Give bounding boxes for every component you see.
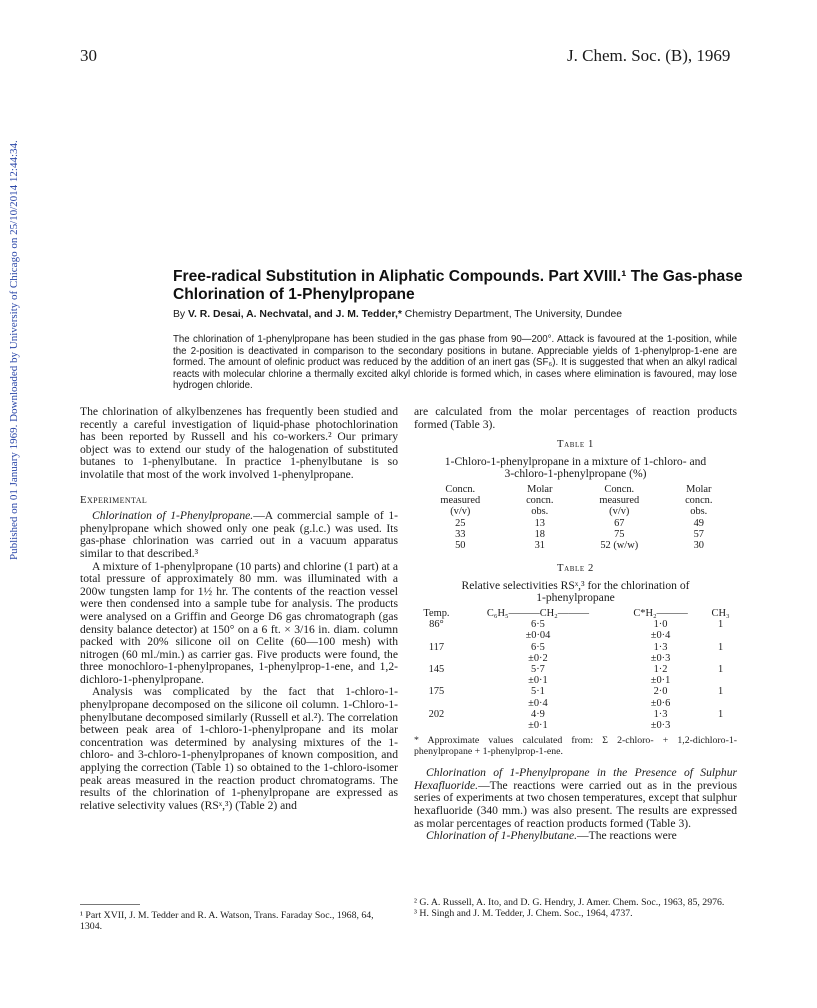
analysis-paragraph: Analysis was complicated by the fact that 1-chloro-1-phenylpropane decomposed on the silicone oil column. 1-Chloro-1-phenylbutane decomposed similarly (Russell et al.²). The correlation between peak area of 1-chloro-1-phenylpropane and its molar concentration was determined by analysing mixtures of the 1-chloro- and 3-chloro-1-phenylpropanes of known composition, and applying the correction (Table 1) so obtained to the 1-chloro-isomer peak areas measured in the reaction product chromatograms. The results of the chlorination of 1-phenylpropane are expressed as relative selectivity values (RSˣ,³) (Table 2) and [80, 685, 398, 812]
table-cell: 31 [534, 539, 545, 551]
right-column [414, 406, 737, 843]
error: ±0·4 [528, 697, 548, 709]
value-cell [617, 642, 704, 664]
method-paragraph [80, 510, 398, 560]
table1-header-cell: (v/v) [450, 506, 471, 518]
table-row [414, 642, 737, 664]
temp-cell: 202 [428, 708, 445, 720]
author-line [173, 309, 622, 320]
sf6-heading: Chlorination of 1-Phenylpropane in the Presence of Sulphur Hexafluoride. [414, 766, 737, 792]
value-cell [459, 686, 617, 708]
temp-cell: 86° [429, 619, 444, 631]
table1-header-cell: Concn. [445, 483, 476, 495]
table-cell: 52 (w/w) [600, 539, 639, 551]
value: 4·9 [531, 708, 545, 720]
sf6-paragraph [414, 767, 737, 830]
value-cell: 1 [717, 686, 724, 698]
value: 1·3 [653, 641, 668, 653]
value: 6·5 [531, 641, 545, 653]
table2-footnote: * Approximate values calculated from: Σ 2-chloro- + 1,2-dichloro-1-phenylpropane + 1-phenylprop-1-ene. [414, 735, 737, 758]
table-row [414, 664, 737, 686]
intro-paragraph: The chlorination of alkylbenzenes has frequently been studied and recently a careful investigation of liquid-phase photochlorination has been reported by Russell and his co-workers.² Our primary object was to extend our study of the halogenation of substituted butanes to 1-phenylbutane. In practice 1-phenylbutane is so involatile that most of the work involved 1-phenylpropane. [80, 405, 398, 481]
error: ±0·1 [528, 720, 548, 731]
table1-header-cell: concn. [685, 495, 713, 507]
error: ±0·4 [650, 630, 671, 642]
value-cell [617, 686, 704, 708]
value-cell [459, 642, 617, 664]
table1-header-cell: measured [440, 495, 481, 507]
footnote-2: ² G. A. Russell, A. Ito, and D. G. Hendry, J. Amer. Chem. Soc., 1963, 85, 2976. [414, 897, 725, 908]
sf6-text: —The reactions were carried out as in the previous series of experiments at two chosen temperatures, except that sulphur hexafluoride (340 mm.) was also present. The results are expressed as molar percentages of reaction products formed (Table 3). [414, 778, 737, 830]
value-cell [617, 619, 704, 641]
table1-header-cell: Molar [527, 483, 553, 495]
temp-cell: 175 [428, 686, 445, 698]
table1-header-cell: (v/v) [609, 506, 630, 518]
table1-label: Table 1 [557, 439, 594, 451]
table1 [414, 484, 732, 551]
table1-header-cell: Molar [686, 483, 712, 495]
error: ±0·2 [528, 652, 548, 664]
error: ±0·3 [650, 652, 671, 664]
value-cell [459, 619, 617, 641]
table2-label: Table 2 [557, 563, 594, 575]
affiliation: Chemistry Department, The University, Dundee [401, 309, 623, 320]
authors-prefix: By [173, 309, 189, 320]
temp-cell: 145 [428, 663, 445, 675]
table-cell: 67 [614, 517, 625, 529]
section-heading-experimental: Experimental [80, 493, 148, 506]
table-cell: 33 [455, 528, 466, 540]
table1-caption-line2: 3-chloro-1-phenylpropane (%) [504, 467, 647, 481]
value: 1·3 [653, 708, 668, 720]
table-cell: 18 [534, 528, 545, 540]
value: 2·0 [653, 686, 668, 698]
article-title: Free-radical Substitution in Aliphatic Compounds. Part XVIII.¹ The Gas-phase Chlorination of 1-Phenylpropane [173, 268, 743, 303]
temp-cell: 117 [428, 641, 445, 653]
error: ±0·3 [650, 720, 671, 731]
value-cell [617, 709, 704, 731]
table1-header-cell: obs. [690, 506, 708, 518]
left-column [80, 406, 398, 812]
table-row [414, 709, 737, 731]
footnote-rule [80, 904, 140, 905]
table2-header-cell: C₆H₅———CH₂——— [486, 607, 589, 619]
download-notice-text: Published on 01 January 1969. Downloaded by University of Chicago on 25/10/2014 12:44:34. [8, 140, 20, 560]
continued-paragraph: are calculated from the molar percentages of reaction products formed (Table 3). [414, 405, 737, 431]
table2-caption-line2: 1-phenylpropane [536, 591, 615, 605]
download-notice [8, 140, 28, 580]
error: ±0·1 [528, 675, 548, 687]
table-row [414, 529, 732, 540]
value: 5·7 [531, 663, 545, 675]
procedure-paragraph: A mixture of 1-phenylpropane (10 parts) and chlorine (1 part) at a total pressure of approximately 80 mm. was illuminated with a 200w tungsten lamp for 1½ hr. The contents of the reaction vessel were then condensed into a sample tube for analysis. The products were analysed on a Griffin and George D6 gas chromatograph (gas density balance detector) at 150° on a 6 ft. × 3/16 in. diam. column packed with 20% silicone oil on Celite (60—100 mesh) with nitrogen (60 ml./min.) as carrier gas. Five products were found, the three monochloro-1-phenylpropanes, 1-phenylprop-1-ene, and 1,2-dichloro-1-phenylpropane. [80, 559, 398, 686]
author-names: V. R. Desai, A. Nechvatal, and J. M. Tedder,* [188, 309, 402, 320]
butane-paragraph [414, 830, 737, 843]
table2 [414, 608, 737, 731]
footnotes-right [414, 897, 737, 919]
table-cell: 75 [614, 528, 625, 540]
table-row [414, 518, 732, 529]
table-row [414, 686, 737, 708]
table-cell: 50 [455, 539, 466, 551]
table1-header-cell: Concn. [604, 483, 635, 495]
table-cell: 57 [693, 528, 704, 540]
table1-header-cell: concn. [526, 495, 554, 507]
error: ±0·6 [650, 697, 671, 709]
value: 1·2 [653, 663, 668, 675]
table1-header-row [414, 495, 732, 506]
value-cell: 1 [717, 663, 724, 675]
value: 1·0 [653, 619, 668, 631]
table2-caption-line1: Relative selectivities RSˣ,³ for the chlorination of [461, 578, 690, 592]
value-cell: 1 [717, 619, 724, 631]
table1-header-row [414, 506, 732, 517]
abstract: The chlorination of 1-phenylpropane has been studied in the gas phase from 90—200°. Attack is favoured at the 1-position, while the 2-position is deactivated in comparison to the secondary positions in butane. Appreciable yields of 1-phenylprop-1-ene are formed. The amount of olefinic product was reduced by the addition of an inert gas (SF₆). It is suggested that when an alkyl radical reacts with molecular chlorine a thermally excited alkyl chloride is formed which, in cases where elimination is favoured, may lose hydrogen chloride. [173, 334, 737, 392]
value-cell [459, 664, 617, 686]
error: ±0·1 [650, 675, 671, 687]
table1-header-row [414, 484, 732, 495]
table-cell: 25 [455, 517, 466, 529]
method-heading: Chlorination of 1-Phenylpropane. [92, 509, 254, 523]
journal-header: J. Chem. Soc. (B), 1969 [567, 46, 731, 65]
method-text: —A commercial sample of 1-phenylpropane which showed only one peak (g.l.c.) was used. Its gas-phase chlorination was carried out in a vacuum apparatus similar to that described.³ [80, 509, 398, 560]
error: ±0·04 [525, 630, 551, 642]
table1-caption-line1: 1-Chloro-1-phenylpropane in a mixture of 1-chloro- and [444, 454, 707, 468]
butane-text: —The reactions were [577, 829, 677, 843]
table-cell: 49 [693, 517, 704, 529]
value-cell [617, 664, 704, 686]
table-cell: 30 [693, 539, 704, 551]
butane-heading: Chlorination of 1-Phenylbutane. [426, 829, 578, 843]
value: 6·5 [531, 619, 545, 631]
table-cell: 13 [534, 517, 545, 529]
value-cell [459, 709, 617, 731]
table-row [414, 619, 737, 641]
table2-header-row [414, 608, 737, 619]
value-cell: 1 [717, 708, 724, 720]
table2-header-cell: Temp. [423, 607, 450, 619]
table1-header-cell: obs. [531, 506, 549, 518]
footnote-left: ¹ Part XVII, J. M. Tedder and R. A. Watson, Trans. Faraday Soc., 1968, 64, 1304. [80, 910, 374, 932]
value-cell: 1 [717, 641, 724, 653]
page-number: 30 [80, 46, 97, 65]
value: 5·1 [531, 686, 545, 698]
table2-header-cell: CH₃ [711, 607, 730, 619]
table1-header-cell: measured [599, 495, 640, 507]
footnote-3: ³ H. Singh and J. M. Tedder, J. Chem. Soc., 1964, 4737. [414, 908, 633, 919]
table-row [414, 540, 732, 551]
table2-header-cell: C*H₂——— [633, 607, 688, 619]
